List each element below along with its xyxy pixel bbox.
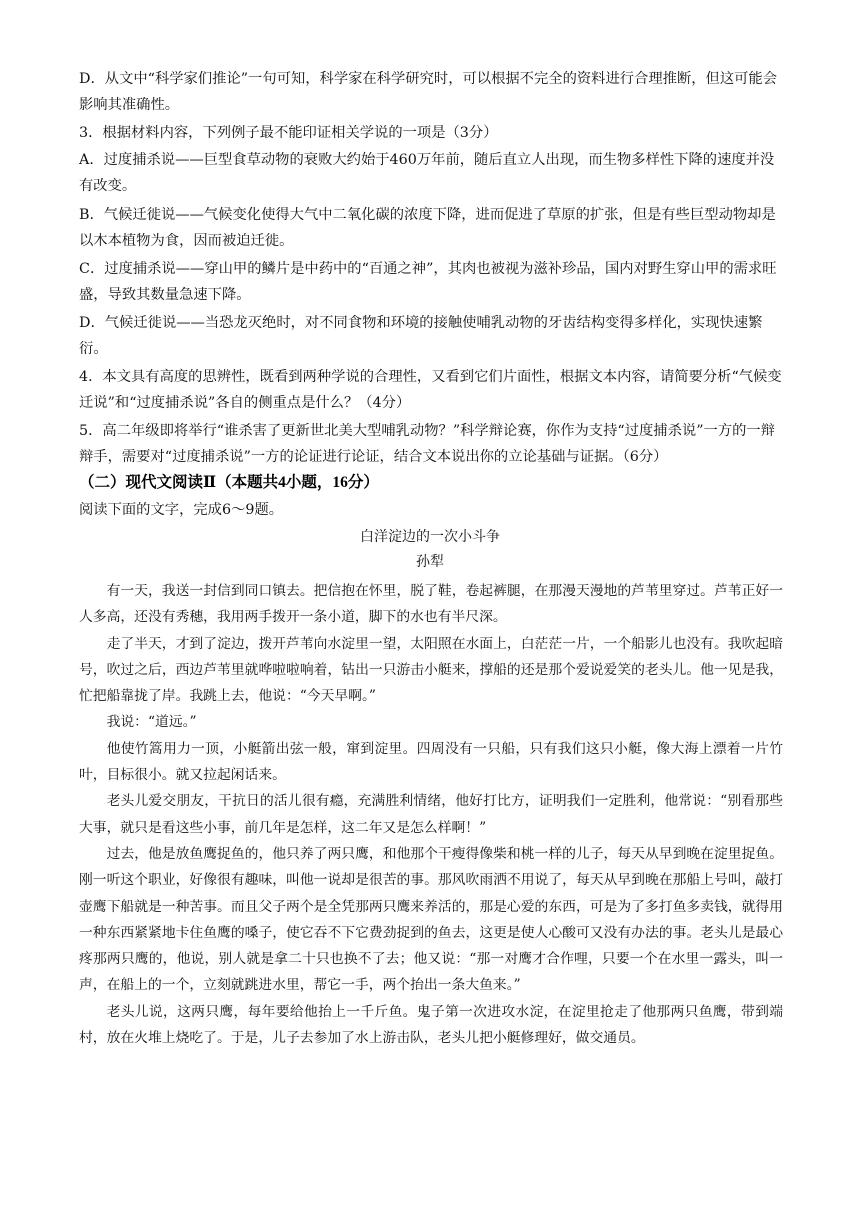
option-text: A．过度捕杀说——巨型食草动物的衰败大约始于460万年前，随后直立人出现，而生物多样性下降的速度并没有改变。 [79,152,775,194]
story-title: 白洋淀边的一次小斗争 [360,529,500,545]
question-text: 3．根据材料内容，下列例子最不能印证相关学说的一项是（3分） [79,125,498,141]
question-5 [79,418,783,470]
story-paragraph: 走了半天，才到了淀边，拨开芦苇向水淀里一望，太阳照在水面上，白茫茫一片，一个船影儿也没有。我吹起暗号，吹过之后，西边芦苇里就哗啦啦响着，钻出一只游击小艇来，撑船的还是那个爱说爱笑的老头儿。他一见是我，忙把船靠拢了岸。我跳上去，他说：“今天早啊。” [79,635,783,705]
question-3-option-d [79,310,783,362]
option-text: C．过度捕杀说——穿山甲的鳞片是中药中的“百通之神”，其肉也被视为滋补珍品，国内对野生穿山甲的需求旺盛，导致其数量急速下降。 [79,261,777,303]
question-2-option-d [79,66,783,118]
question-3-option-c [79,256,783,308]
option-text: D．气候迁徙说——当恐龙灭绝时，对不同食物和环境的接触使哺乳动物的牙齿结构变得多样化，实现快速繁衍。 [79,315,763,357]
story-paragraph: 有一天，我送一封信到同口镇去。把信抱在怀里，脱了鞋，卷起裤腿，在那漫天漫地的芦苇里穿过。芦苇正好一人多高，还没有秀穗，我用两手拨开一条小道，脚下的水也有半尺深。 [79,583,783,626]
section-heading: （二）现代文阅读Ⅱ（本题共4小题，16分） [79,474,379,491]
story-paragraph: 老头儿爱交朋友，干抗日的活儿很有瘾，充满胜利情绪，他好打比方，证明我们一定胜利，他常说：“别看那些大事，就只是看这些小事，前几年是怎样，这二年又是怎么样啊！” [79,793,783,836]
question-3-option-a [79,147,783,199]
option-text: D．从文中“科学家们推论”一句可知，科学家在科学研究时，可以根据不完全的资料进行合理推断，但这可能会影响其准确性。 [79,71,778,113]
option-text: B．气候迁徙说——气候变化使得大气中二氧化碳的浓度下降，进而促进了草原的扩张，但是有些巨型动物却是以木本植物为食，因而被迫迁徙。 [79,207,776,249]
story-paragraph: 老头儿说，这两只鹰，每年要给他抬上一千斤鱼。鬼子第一次进攻水淀，在淀里抢走了他那两只鱼鹰，带到端村，放在火堆上烧吃了。于是，儿子去参加了水上游击队，老头儿把小艇修理好，做交通员。 [79,1003,783,1047]
story-body [79,578,783,1051]
story-paragraph: 过去，他是放鱼鹰捉鱼的，他只养了两只鹰，和他那个干瘦得像柴和桃一样的儿子，每天从早到晚在淀里捉鱼。刚一听这个职业，好像很有趣味，叫他一说却是很苦的事。那风吹雨洒不用说了，每天从早到晚在那船上号叫，敲打壶鹰下船就是一种苦事。而且父子两个是全凭那两只鹰来养活的，那是心爱的东西，可是为了多打鱼多卖钱，就得用一种东西紧紧地卡住鱼鹰的嗓子，使它吞不下它费劲捉到的鱼去，这更是使人心酸可又没有办法的事。老头儿是最心疼那两只鹰的，他说，别人就是拿二十只也换不了去；他又说：“那一对鹰才合作哩，只要一个在水里一露头，叫一声，在船上的一个，立刻就跳进水里，帮它一手，两个抬出一条大鱼来。” [79,845,783,994]
story-author: 孙犁 [416,554,444,570]
story-paragraph: 我说：“道远。” [106,714,197,731]
question-3-stem [79,120,783,146]
section-instruction: 阅读下面的文字，完成6～9题。 [79,502,284,518]
story-paragraph: 他使竹篙用力一顶，小艇箭出弦一般，窜到淀里。四周没有一只船，只有我们这只小艇，像大海上漂着一片竹叶，目标很小。就又拉起闲话来。 [79,740,783,784]
question-3-option-b [79,202,783,254]
question-4 [79,364,783,416]
question-text: 4．本文具有高度的思辨性，既看到两种学说的合理性，又看到它们片面性，根据文本内容，请简要分析“气候变迁说”和“过度捕杀说”各自的侧重点是什么？（4分） [79,369,782,411]
question-text: 5．高二年级即将举行“谁杀害了更新世北美大型哺乳动物？”科学辩论赛，你作为支持“过度捕杀说”一方的一辩辩手，需要对“过度捕杀说”一方的论证进行论证，结合文本说出你的立论基础与证据。（6分） [79,423,775,465]
